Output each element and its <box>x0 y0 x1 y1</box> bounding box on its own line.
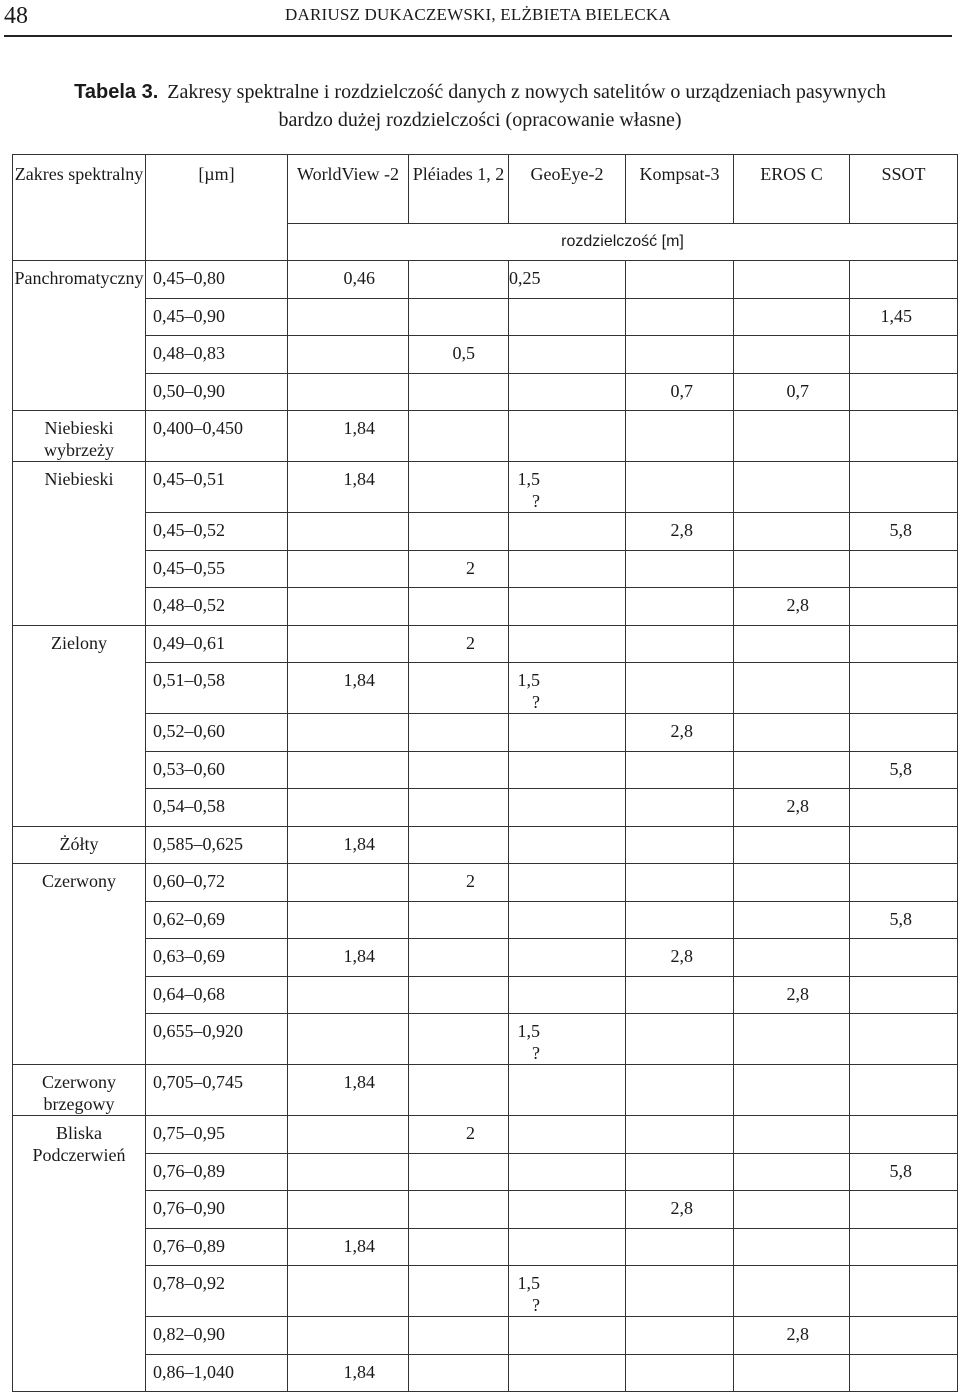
cell-geoeye: 1,5 ? <box>509 663 626 714</box>
cell-um: 0,53–0,60 <box>146 751 288 789</box>
cell-worldview <box>288 1317 409 1355</box>
cell-pleiades <box>409 976 509 1014</box>
cell-eros: 2,8 <box>734 1317 850 1355</box>
cell-worldview: 1,84 <box>288 462 409 513</box>
cell-geoeye <box>509 1191 626 1229</box>
cell-ssot <box>850 550 958 588</box>
cell-worldview: 1,84 <box>288 1065 409 1116</box>
cell-worldview: 1,84 <box>288 826 409 864</box>
cell-eros <box>734 625 850 663</box>
spectral-table <box>12 154 958 1392</box>
cell-geoeye <box>509 1317 626 1355</box>
cell-kompsat <box>626 1116 734 1154</box>
cell-pleiades: 0,5 <box>409 336 509 374</box>
table-row <box>13 588 958 626</box>
cell-ssot <box>850 976 958 1014</box>
cell-ssot <box>850 789 958 827</box>
cell-um: 0,60–0,72 <box>146 864 288 902</box>
cell-geoeye: 1,5 ? <box>509 1266 626 1317</box>
cell-ssot <box>850 714 958 752</box>
cell-eros <box>734 1191 850 1229</box>
cell-eros: 2,8 <box>734 789 850 827</box>
group-label-green: Zielony <box>13 625 146 826</box>
table-row <box>13 1266 958 1317</box>
cell-ssot <box>850 1116 958 1154</box>
cell-um: 0,45–0,90 <box>146 298 288 336</box>
cell-kompsat <box>626 588 734 626</box>
cell-eros <box>734 261 850 299</box>
cell-worldview <box>288 513 409 551</box>
cell-eros <box>734 1354 850 1392</box>
cell-eros <box>734 663 850 714</box>
group-label-panchro: Panchromatyczny <box>13 261 146 411</box>
cell-eros <box>734 462 850 513</box>
cell-geoeye <box>509 939 626 977</box>
table-row <box>13 1228 958 1266</box>
header-range: Zakres spektralny <box>13 155 146 224</box>
cell-kompsat <box>626 1266 734 1317</box>
cell-um: 0,45–0,80 <box>146 261 288 299</box>
table-caption <box>0 78 960 134</box>
cell-pleiades <box>409 411 509 462</box>
cell-pleiades <box>409 714 509 752</box>
cell-eros <box>734 1116 850 1154</box>
table-row <box>13 462 958 513</box>
cell-geoeye <box>509 588 626 626</box>
cell-ssot <box>850 1014 958 1065</box>
cell-geoeye <box>509 1228 626 1266</box>
cell-kompsat <box>626 1153 734 1191</box>
cell-kompsat: 2,8 <box>626 939 734 977</box>
cell-geoeye <box>509 298 626 336</box>
cell-um: 0,705–0,745 <box>146 1065 288 1116</box>
cell-geoeye <box>509 976 626 1014</box>
cell-geoeye: 1,5 ? <box>509 462 626 513</box>
cell-pleiades <box>409 751 509 789</box>
cell-pleiades: 2 <box>409 550 509 588</box>
header-row <box>13 155 958 224</box>
table-row <box>13 1014 958 1065</box>
header-pleiades: Pléiades 1, 2 <box>409 155 509 224</box>
cell-eros <box>734 1266 850 1317</box>
cell-kompsat <box>626 298 734 336</box>
cell-ssot <box>850 1354 958 1392</box>
cell-um: 0,76–0,90 <box>146 1191 288 1229</box>
cell-geoeye <box>509 864 626 902</box>
header-rule <box>4 35 952 37</box>
cell-kompsat: 2,8 <box>626 714 734 752</box>
cell-pleiades <box>409 513 509 551</box>
cell-um: 0,76–0,89 <box>146 1228 288 1266</box>
table-row <box>13 298 958 336</box>
cell-eros: 2,8 <box>734 976 850 1014</box>
cell-ssot <box>850 336 958 374</box>
cell-eros: 2,8 <box>734 588 850 626</box>
cell-kompsat <box>626 336 734 374</box>
cell-geoeye <box>509 714 626 752</box>
cell-worldview <box>288 789 409 827</box>
cell-um: 0,78–0,92 <box>146 1266 288 1317</box>
cell-ssot: 5,8 <box>850 1153 958 1191</box>
cell-kompsat <box>626 789 734 827</box>
cell-kompsat <box>626 751 734 789</box>
unit-row <box>13 224 958 261</box>
cell-kompsat <box>626 826 734 864</box>
table-row <box>13 336 958 374</box>
cell-geoeye <box>509 901 626 939</box>
cell-eros <box>734 751 850 789</box>
cell-worldview: 1,84 <box>288 1354 409 1392</box>
unit-label: rozdzielczość [m] <box>288 224 958 261</box>
table-row <box>13 714 958 752</box>
cell-worldview <box>288 373 409 411</box>
cell-geoeye <box>509 550 626 588</box>
cell-geoeye <box>509 513 626 551</box>
cell-um: 0,655–0,920 <box>146 1014 288 1065</box>
cell-kompsat: 2,8 <box>626 513 734 551</box>
cell-pleiades: 2 <box>409 625 509 663</box>
cell-ssot <box>850 373 958 411</box>
cell-kompsat <box>626 1317 734 1355</box>
cell-eros <box>734 826 850 864</box>
table-row <box>13 864 958 902</box>
page-number: 48 <box>4 3 28 29</box>
cell-um: 0,51–0,58 <box>146 663 288 714</box>
cell-um: 0,82–0,90 <box>146 1317 288 1355</box>
cell-eros <box>734 298 850 336</box>
cell-geoeye <box>509 625 626 663</box>
cell-eros <box>734 336 850 374</box>
cell-ssot <box>850 864 958 902</box>
cell-worldview <box>288 1116 409 1154</box>
cell-pleiades <box>409 1317 509 1355</box>
header-ssot: SSOT <box>850 155 958 224</box>
cell-worldview: 1,84 <box>288 939 409 977</box>
cell-worldview <box>288 751 409 789</box>
table-row <box>13 901 958 939</box>
cell-ssot <box>850 261 958 299</box>
cell-geoeye <box>509 1153 626 1191</box>
cell-pleiades <box>409 901 509 939</box>
table-row <box>13 751 958 789</box>
cell-um: 0,49–0,61 <box>146 625 288 663</box>
unit-spacer-a <box>13 224 146 261</box>
page-header <box>0 0 960 40</box>
group-label-blue_coastal: Niebieski wybrzeży <box>13 411 146 462</box>
table-row <box>13 411 958 462</box>
cell-pleiades <box>409 1153 509 1191</box>
table-row <box>13 1191 958 1229</box>
cell-ssot: 1,45 <box>850 298 958 336</box>
cell-pleiades <box>409 1228 509 1266</box>
cell-eros <box>734 1153 850 1191</box>
table-row <box>13 663 958 714</box>
cell-eros: 0,7 <box>734 373 850 411</box>
table-row <box>13 1116 958 1154</box>
cell-um: 0,52–0,60 <box>146 714 288 752</box>
header-kompsat: Kompsat-3 <box>626 155 734 224</box>
cell-kompsat <box>626 1354 734 1392</box>
table-row <box>13 513 958 551</box>
cell-um: 0,48–0,52 <box>146 588 288 626</box>
table-row <box>13 789 958 827</box>
cell-geoeye <box>509 411 626 462</box>
cell-worldview <box>288 1191 409 1229</box>
cell-kompsat: 2,8 <box>626 1191 734 1229</box>
cell-um: 0,400–0,450 <box>146 411 288 462</box>
cell-eros <box>734 1065 850 1116</box>
cell-worldview <box>288 1153 409 1191</box>
cell-um: 0,585–0,625 <box>146 826 288 864</box>
cell-ssot <box>850 1317 958 1355</box>
cell-ssot <box>850 462 958 513</box>
cell-worldview <box>288 588 409 626</box>
cell-worldview: 1,84 <box>288 663 409 714</box>
cell-pleiades <box>409 462 509 513</box>
cell-worldview <box>288 714 409 752</box>
cell-worldview <box>288 1014 409 1065</box>
cell-geoeye <box>509 1065 626 1116</box>
cell-eros <box>734 513 850 551</box>
cell-kompsat <box>626 663 734 714</box>
table-row <box>13 550 958 588</box>
cell-kompsat <box>626 550 734 588</box>
unit-spacer-b <box>146 224 288 261</box>
cell-geoeye <box>509 1354 626 1392</box>
cell-eros <box>734 901 850 939</box>
cell-kompsat <box>626 462 734 513</box>
cell-kompsat <box>626 1065 734 1116</box>
caption-line-1 <box>0 78 960 106</box>
cell-geoeye: 0,25 <box>509 261 626 299</box>
cell-worldview <box>288 864 409 902</box>
cell-geoeye: 1,5 ? <box>509 1014 626 1065</box>
cell-eros <box>734 1014 850 1065</box>
table-row <box>13 939 958 977</box>
table-row <box>13 1354 958 1392</box>
cell-kompsat <box>626 901 734 939</box>
header-eros: EROS C <box>734 155 850 224</box>
running-head: DARIUSZ DUKACZEWSKI, ELŻBIETA BIELECKA <box>285 5 671 24</box>
cell-um: 0,64–0,68 <box>146 976 288 1014</box>
cell-pleiades <box>409 588 509 626</box>
cell-pleiades <box>409 1065 509 1116</box>
cell-eros <box>734 714 850 752</box>
cell-pleiades <box>409 298 509 336</box>
cell-pleiades <box>409 826 509 864</box>
cell-pleiades <box>409 1191 509 1229</box>
group-label-red: Czerwony <box>13 864 146 1065</box>
cell-eros <box>734 411 850 462</box>
table-row <box>13 625 958 663</box>
table-row <box>13 1153 958 1191</box>
cell-um: 0,54–0,58 <box>146 789 288 827</box>
cell-eros <box>734 550 850 588</box>
cell-um: 0,45–0,55 <box>146 550 288 588</box>
cell-geoeye <box>509 751 626 789</box>
cell-geoeye <box>509 1116 626 1154</box>
cell-pleiades: 2 <box>409 864 509 902</box>
cell-geoeye <box>509 826 626 864</box>
cell-um: 0,45–0,51 <box>146 462 288 513</box>
cell-um: 0,76–0,89 <box>146 1153 288 1191</box>
cell-worldview: 0,46 <box>288 261 409 299</box>
table-row <box>13 1065 958 1116</box>
cell-ssot: 5,8 <box>850 751 958 789</box>
cell-worldview <box>288 298 409 336</box>
caption-text-1: Zakresy spektralne i rozdzielczość danych z nowych satelitów o urządzeniach pasywnych <box>167 81 886 103</box>
cell-pleiades <box>409 789 509 827</box>
header-worldview: WorldView -2 <box>288 155 409 224</box>
cell-kompsat <box>626 411 734 462</box>
cell-um: 0,45–0,52 <box>146 513 288 551</box>
cell-eros <box>734 864 850 902</box>
cell-kompsat <box>626 1228 734 1266</box>
cell-worldview <box>288 901 409 939</box>
cell-pleiades: 2 <box>409 1116 509 1154</box>
cell-pleiades <box>409 1266 509 1317</box>
cell-ssot <box>850 1191 958 1229</box>
cell-pleiades <box>409 261 509 299</box>
cell-worldview <box>288 625 409 663</box>
header-geoeye: GeoEye-2 <box>509 155 626 224</box>
cell-worldview <box>288 550 409 588</box>
group-label-nir: Bliska Podczerwień <box>13 1116 146 1392</box>
cell-um: 0,86–1,040 <box>146 1354 288 1392</box>
cell-ssot <box>850 588 958 626</box>
cell-geoeye <box>509 789 626 827</box>
cell-um: 0,50–0,90 <box>146 373 288 411</box>
cell-ssot: 5,8 <box>850 513 958 551</box>
cell-worldview: 1,84 <box>288 411 409 462</box>
header-um: [µm] <box>146 155 288 224</box>
cell-kompsat <box>626 864 734 902</box>
cell-um: 0,63–0,69 <box>146 939 288 977</box>
cell-eros <box>734 1228 850 1266</box>
table-row <box>13 976 958 1014</box>
cell-ssot <box>850 1065 958 1116</box>
cell-pleiades <box>409 373 509 411</box>
group-label-red_edge: Czerwony brzegowy <box>13 1065 146 1116</box>
cell-pleiades <box>409 939 509 977</box>
cell-pleiades <box>409 663 509 714</box>
cell-ssot <box>850 1228 958 1266</box>
cell-kompsat <box>626 976 734 1014</box>
table-row <box>13 373 958 411</box>
cell-um: 0,48–0,83 <box>146 336 288 374</box>
table-row <box>13 261 958 299</box>
table-row <box>13 826 958 864</box>
cell-ssot: 5,8 <box>850 901 958 939</box>
cell-eros <box>734 939 850 977</box>
cell-worldview: 1,84 <box>288 1228 409 1266</box>
cell-um: 0,75–0,95 <box>146 1116 288 1154</box>
cell-ssot <box>850 663 958 714</box>
cell-ssot <box>850 411 958 462</box>
cell-pleiades <box>409 1354 509 1392</box>
cell-worldview <box>288 1266 409 1317</box>
cell-kompsat: 0,7 <box>626 373 734 411</box>
cell-geoeye <box>509 336 626 374</box>
caption-label: Tabela 3. <box>74 81 159 103</box>
cell-ssot <box>850 625 958 663</box>
group-label-blue: Niebieski <box>13 462 146 626</box>
cell-ssot <box>850 826 958 864</box>
cell-kompsat <box>626 625 734 663</box>
cell-pleiades <box>409 1014 509 1065</box>
cell-worldview <box>288 976 409 1014</box>
table-row <box>13 1317 958 1355</box>
group-label-yellow: Żółty <box>13 826 146 864</box>
caption-text-2: bardzo dużej rozdzielczości (opracowanie własne) <box>278 109 682 131</box>
cell-geoeye <box>509 373 626 411</box>
cell-um: 0,62–0,69 <box>146 901 288 939</box>
cell-kompsat <box>626 1014 734 1065</box>
cell-ssot <box>850 939 958 977</box>
cell-kompsat <box>626 261 734 299</box>
cell-ssot <box>850 1266 958 1317</box>
cell-worldview <box>288 336 409 374</box>
